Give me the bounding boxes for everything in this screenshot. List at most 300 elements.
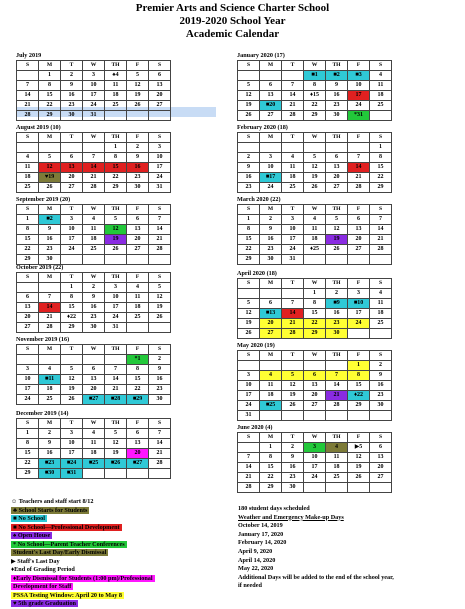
day-cell: 18 — [370, 309, 392, 319]
week-row — [17, 111, 171, 121]
day-cell: 25 — [282, 183, 304, 193]
day-cell: 4 — [282, 153, 304, 163]
day-cell: 10 — [17, 375, 39, 385]
day-cell: 8 — [348, 371, 370, 381]
weekday-label: TH — [326, 433, 348, 443]
week-row — [238, 483, 392, 493]
day-cell — [238, 71, 260, 81]
weekday-label: T — [61, 205, 83, 215]
day-cell: 10 — [149, 153, 171, 163]
weekday-label: S — [149, 205, 171, 215]
weekday-row — [17, 133, 171, 143]
day-cell: 19 — [326, 235, 348, 245]
day-cell: 29 — [17, 469, 39, 479]
day-cell — [304, 255, 326, 265]
weekday-label: S — [149, 61, 171, 71]
day-cell: 25 — [370, 319, 392, 329]
week-row — [238, 443, 392, 453]
day-cell: 16 — [282, 463, 304, 473]
day-cell — [304, 483, 326, 493]
week-row — [238, 289, 392, 299]
weekday-label: M — [260, 351, 282, 361]
day-cell: 23 — [370, 391, 392, 401]
day-cell: 1 — [370, 143, 392, 153]
day-cell: ■20 — [260, 101, 282, 111]
weekday-label: F — [127, 419, 149, 429]
day-cell: 24 — [238, 401, 260, 411]
day-cell: 19 — [282, 391, 304, 401]
weekday-label: W — [304, 205, 326, 215]
day-cell: 18 — [39, 385, 61, 395]
day-cell: 31 — [149, 183, 171, 193]
day-cell: 6 — [61, 153, 83, 163]
day-cell: 2 — [127, 143, 149, 153]
day-cell: 29 — [17, 255, 39, 265]
day-cell: 28 — [149, 459, 171, 469]
day-cell: 12 — [105, 225, 127, 235]
day-cell: 23 — [326, 319, 348, 329]
day-cell: 19 — [61, 385, 83, 395]
additional-days-note: Additional Days will be added to the end of the school year, — [238, 573, 394, 581]
month-grid — [237, 432, 392, 493]
day-cell: 17 — [105, 303, 127, 313]
weekday-row — [17, 205, 171, 215]
day-cell: 28 — [238, 483, 260, 493]
day-cell: 24 — [348, 319, 370, 329]
day-cell: 2 — [39, 429, 61, 439]
weekday-label: TH — [326, 61, 348, 71]
day-cell: 15 — [17, 235, 39, 245]
week-row — [17, 183, 171, 193]
day-cell: 18 — [83, 235, 105, 245]
day-cell: *1 — [127, 355, 149, 365]
day-cell: 26 — [149, 313, 171, 323]
weekday-label: F — [127, 61, 149, 71]
day-cell: 28 — [326, 401, 348, 411]
day-cell: 11 — [304, 225, 326, 235]
day-cell: 24 — [83, 101, 105, 111]
month-title: November 2019 (16) — [16, 336, 70, 343]
day-cell — [282, 411, 304, 421]
weekday-label: W — [304, 351, 326, 361]
weekday-label: TH — [326, 205, 348, 215]
day-cell: 15 — [260, 463, 282, 473]
day-cell: 29 — [238, 255, 260, 265]
week-row — [17, 313, 171, 323]
day-cell — [326, 483, 348, 493]
day-cell: 5 — [149, 283, 171, 293]
weekday-label: S — [17, 345, 39, 355]
day-cell — [304, 143, 326, 153]
day-cell: 29 — [370, 183, 392, 193]
week-row — [17, 71, 171, 81]
day-cell: 13 — [127, 439, 149, 449]
day-cell: 27 — [127, 245, 149, 255]
day-cell: 18 — [304, 235, 326, 245]
month-title: August 2019 (10) — [16, 124, 61, 131]
day-cell: 14 — [105, 375, 127, 385]
day-cell: 10 — [348, 81, 370, 91]
weekday-label: S — [17, 419, 39, 429]
day-cell: 1 — [260, 443, 282, 453]
day-cell: 2 — [83, 283, 105, 293]
day-cell: ■2 — [326, 71, 348, 81]
weekday-row — [17, 419, 171, 429]
day-cell: 21 — [238, 473, 260, 483]
week-row — [238, 299, 392, 309]
day-cell: 10 — [238, 381, 260, 391]
day-cell: 21 — [39, 313, 61, 323]
day-cell: 14 — [149, 225, 171, 235]
day-cell: 1 — [61, 283, 83, 293]
day-cell: 21 — [348, 173, 370, 183]
day-cell: 13 — [326, 163, 348, 173]
day-cell: 15 — [304, 309, 326, 319]
day-cell — [370, 329, 392, 339]
day-cell: 29 — [260, 483, 282, 493]
day-cell: 12 — [39, 163, 61, 173]
day-cell: 6 — [260, 81, 282, 91]
day-cell: ■1 — [304, 71, 326, 81]
weekday-label: S — [238, 351, 260, 361]
day-cell: 11 — [83, 439, 105, 449]
month-title: May 2020 (19) — [237, 342, 275, 349]
weekday-label: S — [238, 433, 260, 443]
day-cell: 27 — [17, 323, 39, 333]
day-cell: 17 — [348, 91, 370, 101]
weekday-label: S — [238, 279, 260, 289]
weekday-label: T — [282, 351, 304, 361]
week-row — [17, 143, 171, 153]
legend-label: ♠ Open House — [13, 532, 51, 539]
day-cell — [282, 289, 304, 299]
day-cell: 30 — [149, 395, 171, 405]
day-cell: 7 — [238, 453, 260, 463]
day-cell — [83, 355, 105, 365]
legend-item — [11, 498, 223, 507]
weekday-label: F — [127, 205, 149, 215]
weekday-label: TH — [105, 205, 127, 215]
day-cell — [39, 283, 61, 293]
month-grid — [237, 60, 392, 121]
month-title: June 2020 (4) — [237, 424, 273, 431]
day-cell — [370, 111, 392, 121]
day-cell: 23 — [39, 245, 61, 255]
day-cell: 25 — [370, 101, 392, 111]
week-row — [17, 439, 171, 449]
day-cell: 4 — [304, 215, 326, 225]
day-cell: ■10 — [348, 299, 370, 309]
weekday-label: TH — [326, 351, 348, 361]
day-cell: 26 — [61, 395, 83, 405]
weekday-label: W — [83, 273, 105, 283]
day-cell: 20 — [370, 463, 392, 473]
legend — [11, 498, 223, 609]
month-grid — [237, 350, 392, 421]
weekday-row — [238, 61, 392, 71]
day-cell — [17, 355, 39, 365]
day-cell: 4 — [39, 365, 61, 375]
day-cell — [127, 111, 149, 121]
day-cell: 2 — [370, 361, 392, 371]
week-row — [238, 453, 392, 463]
day-cell: 20 — [127, 235, 149, 245]
weekday-label: T — [61, 345, 83, 355]
week-row — [17, 283, 171, 293]
day-cell: 8 — [105, 153, 127, 163]
day-cell: 23 — [83, 313, 105, 323]
day-cell: 3 — [61, 429, 83, 439]
day-cell — [348, 411, 370, 421]
day-cell: 3 — [238, 371, 260, 381]
day-cell: 22 — [304, 101, 326, 111]
day-cell: 13 — [61, 163, 83, 173]
day-cell: 25 — [105, 101, 127, 111]
day-cell — [260, 361, 282, 371]
day-cell: 16 — [370, 381, 392, 391]
weekday-row — [238, 351, 392, 361]
legend-item — [11, 515, 223, 524]
day-cell: 21 — [83, 173, 105, 183]
weekday-label: M — [260, 61, 282, 71]
day-cell: ■27 — [83, 395, 105, 405]
day-cell: 1 — [17, 215, 39, 225]
weekday-label: S — [370, 351, 392, 361]
day-cell: 5 — [238, 81, 260, 91]
day-cell — [326, 411, 348, 421]
weekday-label: M — [39, 273, 61, 283]
week-row — [238, 71, 392, 81]
week-row — [17, 303, 171, 313]
day-cell: 3 — [83, 71, 105, 81]
day-cell: ▶5 — [348, 443, 370, 453]
week-row — [17, 163, 171, 173]
day-cell: 9 — [127, 153, 149, 163]
day-cell: ■3 — [348, 71, 370, 81]
day-cell: 24 — [282, 245, 304, 255]
day-cell: 4 — [326, 443, 348, 453]
day-cell: 4 — [17, 153, 39, 163]
day-cell: 21 — [17, 101, 39, 111]
day-cell: 20 — [17, 313, 39, 323]
legend-label: ▶ Staff's Last Day — [11, 557, 60, 565]
day-cell — [238, 143, 260, 153]
day-cell — [39, 355, 61, 365]
weekday-row — [238, 133, 392, 143]
day-cell: ■30 — [39, 469, 61, 479]
day-cell: 30 — [370, 401, 392, 411]
weekday-row — [17, 273, 171, 283]
weekday-label: F — [348, 61, 370, 71]
day-cell: ♦22 — [61, 313, 83, 323]
day-cell: 18 — [105, 91, 127, 101]
week-row — [238, 143, 392, 153]
day-cell — [238, 443, 260, 453]
makeup-days-title: Weather and Emergency Make-up Days — [238, 513, 344, 521]
day-cell — [304, 361, 326, 371]
day-cell: 3 — [282, 215, 304, 225]
legend-label: ■ No School—Professional Development — [13, 523, 120, 531]
day-cell: 10 — [83, 81, 105, 91]
day-cell: 1 — [238, 215, 260, 225]
weekday-label: TH — [105, 133, 127, 143]
additional-days-note-cont: if needed — [238, 582, 262, 590]
week-row — [238, 225, 392, 235]
day-cell: 9 — [370, 371, 392, 381]
legend-label: * No School—Parent Teacher Conferences — [13, 540, 125, 548]
day-cell: 30 — [83, 323, 105, 333]
day-cell: 1 — [348, 361, 370, 371]
day-cell: 17 — [17, 385, 39, 395]
day-cell: 18 — [83, 449, 105, 459]
weekday-label: T — [61, 61, 83, 71]
day-cell: 25 — [326, 473, 348, 483]
month-title: October 2019 (22) — [16, 264, 64, 271]
day-cell — [326, 255, 348, 265]
day-cell: 12 — [105, 439, 127, 449]
weekday-label: S — [370, 205, 392, 215]
makeup-date: May 22, 2020 — [238, 565, 274, 573]
day-cell: 30 — [260, 255, 282, 265]
month-grid — [16, 60, 171, 121]
day-cell: 21 — [149, 449, 171, 459]
day-cell: 11 — [370, 299, 392, 309]
day-cell: 31 — [83, 111, 105, 121]
day-cell: 13 — [260, 91, 282, 101]
day-cell — [149, 111, 171, 121]
day-cell: 9 — [326, 81, 348, 91]
day-cell: 11 — [326, 453, 348, 463]
day-cell: 15 — [17, 449, 39, 459]
day-cell: 24 — [17, 395, 39, 405]
day-cell: 17 — [83, 91, 105, 101]
day-cell — [260, 71, 282, 81]
legend-item — [11, 507, 223, 516]
week-row — [238, 183, 392, 193]
day-cell: 11 — [370, 81, 392, 91]
day-cell: 15 — [105, 163, 127, 173]
day-cell: 9 — [282, 453, 304, 463]
legend-label: ■ No School — [13, 515, 45, 522]
weekday-label: T — [282, 279, 304, 289]
day-cell: 6 — [348, 215, 370, 225]
day-cell — [370, 483, 392, 493]
day-cell: 17 — [348, 309, 370, 319]
day-cell — [326, 143, 348, 153]
day-cell: 12 — [326, 225, 348, 235]
month-calendar — [237, 342, 392, 421]
calendar-info — [238, 505, 460, 591]
day-cell: 19 — [348, 463, 370, 473]
day-cell: 6 — [149, 71, 171, 81]
day-cell: 28 — [17, 111, 39, 121]
day-cell: 25 — [39, 395, 61, 405]
legend-label: PSSA Testing Window: April 20 to May 8 — [13, 591, 122, 599]
day-cell: 2 — [238, 153, 260, 163]
week-row — [238, 391, 392, 401]
day-cell: 19 — [238, 101, 260, 111]
weekday-row — [17, 345, 171, 355]
day-cell: 17 — [61, 449, 83, 459]
month-title: January 2020 (17) — [237, 52, 285, 59]
weekday-label: S — [17, 205, 39, 215]
month-grid — [16, 272, 171, 333]
weekday-label: S — [370, 433, 392, 443]
day-cell — [149, 469, 171, 479]
week-row — [238, 463, 392, 473]
day-cell: 14 — [348, 163, 370, 173]
weekday-label: T — [282, 133, 304, 143]
weekday-label: F — [127, 273, 149, 283]
day-cell: 10 — [282, 225, 304, 235]
day-cell: 9 — [39, 225, 61, 235]
day-cell: 18 — [260, 391, 282, 401]
weekday-label: S — [149, 419, 171, 429]
week-row — [238, 411, 392, 421]
weekday-label: S — [149, 133, 171, 143]
day-cell: 28 — [39, 323, 61, 333]
day-cell: 3 — [260, 153, 282, 163]
day-cell: 12 — [127, 81, 149, 91]
week-row — [17, 173, 171, 183]
day-cell: 10 — [61, 439, 83, 449]
day-cell: ♥19 — [39, 173, 61, 183]
day-cell: 8 — [61, 293, 83, 303]
weekday-label: W — [304, 279, 326, 289]
day-cell: 6 — [127, 215, 149, 225]
weekday-label: F — [348, 133, 370, 143]
month-grid — [16, 132, 171, 193]
day-cell: 7 — [282, 299, 304, 309]
day-cell: 8 — [304, 299, 326, 309]
weekday-label: S — [370, 279, 392, 289]
month-grid — [237, 132, 392, 193]
day-cell: 4 — [83, 429, 105, 439]
day-cell: ■28 — [105, 395, 127, 405]
weekday-label: W — [83, 205, 105, 215]
week-row — [238, 381, 392, 391]
day-cell: 18 — [326, 463, 348, 473]
day-cell: 24 — [260, 183, 282, 193]
week-row — [238, 401, 392, 411]
legend-item — [11, 532, 223, 541]
day-cell: 13 — [17, 303, 39, 313]
day-cell: ■29 — [127, 395, 149, 405]
weekday-label: M — [39, 419, 61, 429]
weekday-label: W — [304, 433, 326, 443]
day-cell: 1 — [105, 143, 127, 153]
day-cell: 29 — [304, 111, 326, 121]
week-row — [238, 173, 392, 183]
week-row — [238, 473, 392, 483]
week-row — [17, 215, 171, 225]
month-title: July 2019 — [16, 52, 42, 59]
day-cell: 26 — [282, 401, 304, 411]
day-cell: 21 — [282, 319, 304, 329]
day-cell: 11 — [260, 381, 282, 391]
day-cell — [105, 355, 127, 365]
day-cell: ■31 — [61, 469, 83, 479]
day-cell: 14 — [282, 309, 304, 319]
day-cell: 13 — [304, 381, 326, 391]
day-cell: 10 — [304, 453, 326, 463]
day-cell: 16 — [326, 91, 348, 101]
weekday-label: M — [260, 279, 282, 289]
month-title: February 2020 (18) — [237, 124, 288, 131]
day-cell — [105, 255, 127, 265]
weekday-label: S — [238, 61, 260, 71]
day-cell: 25 — [83, 245, 105, 255]
